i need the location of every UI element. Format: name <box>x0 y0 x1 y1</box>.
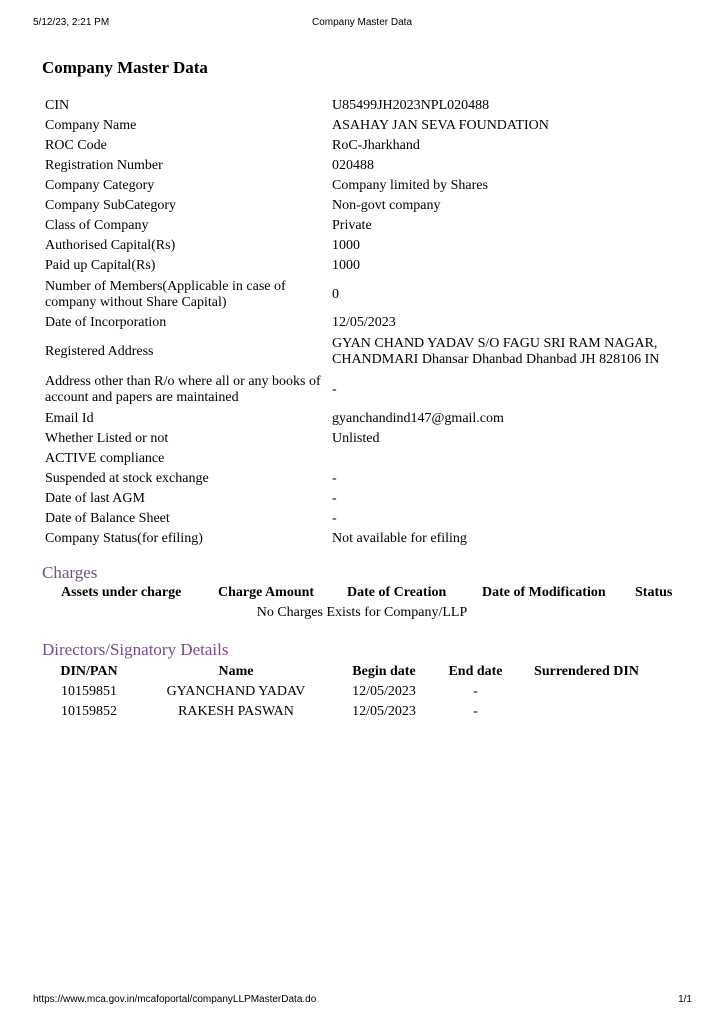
charges-section-title: Charges <box>42 563 98 582</box>
row-roc-code <box>45 136 695 156</box>
end-date-cell: - <box>473 704 478 719</box>
field-label: Number of Members(Applicable in case of company without Share Capital) <box>45 278 286 310</box>
row-email-id <box>45 409 695 429</box>
field-label: ROC Code <box>45 138 107 153</box>
charges-col-modification: Date of Modification <box>482 585 606 600</box>
din-cell: 10159851 <box>61 684 117 699</box>
field-value: Non-govt company <box>332 198 441 213</box>
row-last-agm <box>45 489 695 509</box>
field-value: - <box>332 381 337 397</box>
field-value: - <box>332 471 337 486</box>
row-balance-sheet <box>45 509 695 529</box>
print-url: https://www.mca.gov.in/mcafoportal/companyLLPMasterData.do <box>33 994 317 1005</box>
begin-date-cell: 12/05/2023 <box>352 704 416 719</box>
field-label: Email Id <box>45 411 94 426</box>
field-label: Company SubCategory <box>45 198 177 213</box>
field-value: - <box>332 491 337 506</box>
col-surrendered-din: Surrendered DIN <box>534 664 639 679</box>
row-company-name <box>45 116 695 136</box>
row-company-category <box>45 176 695 196</box>
directors-header-row <box>42 662 654 682</box>
charges-col-status: Status <box>635 585 673 600</box>
field-label: Paid up Capital(Rs) <box>45 258 156 273</box>
field-label: Whether Listed or not <box>45 431 169 446</box>
name-cell: RAKESH PASWAN <box>178 704 294 719</box>
field-value: Company limited by Shares <box>332 178 488 193</box>
field-value: - <box>332 511 337 526</box>
row-class-of-company <box>45 216 695 236</box>
row-listed-status <box>45 429 695 449</box>
master-data-table <box>45 96 695 549</box>
field-value: 12/05/2023 <box>332 315 396 330</box>
row-paid-up-capital <box>45 256 695 276</box>
field-value: RoC-Jharkhand <box>332 138 420 153</box>
field-label: Authorised Capital(Rs) <box>45 238 176 253</box>
field-label: Suspended at stock exchange <box>45 471 209 486</box>
field-value: Not available for efiling <box>332 531 467 546</box>
field-label: Company Name <box>45 118 137 133</box>
field-label: Company Category <box>45 178 155 193</box>
field-label: Date of Balance Sheet <box>45 511 170 526</box>
field-label: ACTIVE compliance <box>45 451 165 466</box>
field-label: Registered Address <box>45 343 154 359</box>
field-value: ASAHAY JAN SEVA FOUNDATION <box>332 118 549 133</box>
charges-col-assets: Assets under charge <box>61 585 182 600</box>
field-label: Date of last AGM <box>45 491 145 506</box>
col-end-date: End date <box>448 664 503 679</box>
page-title: Company Master Data <box>42 58 208 77</box>
row-authorised-capital <box>45 236 695 256</box>
col-begin-date: Begin date <box>352 664 416 679</box>
col-din-pan: DIN/PAN <box>60 664 118 679</box>
field-label: Company Status(for efiling) <box>45 531 203 546</box>
row-registered-address <box>45 333 695 370</box>
row-company-status <box>45 529 695 549</box>
field-value: gyanchandind147@gmail.com <box>332 411 504 426</box>
field-label: Registration Number <box>45 158 163 173</box>
field-value: 1000 <box>332 238 360 253</box>
name-cell: GYANCHAND YADAV <box>166 684 306 699</box>
field-value: 0 <box>332 286 339 302</box>
end-date-cell: - <box>473 684 478 699</box>
directors-section-title: Directors/Signatory Details <box>42 640 229 659</box>
print-date: 5/12/23, 2:21 PM <box>33 17 110 28</box>
field-value: 020488 <box>332 158 374 173</box>
field-value: 1000 <box>332 258 360 273</box>
din-cell: 10159852 <box>61 704 117 719</box>
row-company-subcategory <box>45 196 695 216</box>
field-value: Unlisted <box>332 431 380 446</box>
row-cin <box>45 96 695 116</box>
page-number: 1/1 <box>678 994 692 1005</box>
col-name: Name <box>218 664 254 679</box>
directors-table <box>42 662 654 722</box>
row-registration-number <box>45 156 695 176</box>
row-number-of-members <box>45 276 695 313</box>
field-label: CIN <box>45 98 70 113</box>
field-value: Private <box>332 218 372 233</box>
charges-empty-message: No Charges Exists for Company/LLP <box>256 605 468 620</box>
begin-date-cell: 12/05/2023 <box>352 684 416 699</box>
row-date-of-incorporation <box>45 313 695 333</box>
table-row <box>42 702 654 722</box>
print-title: Company Master Data <box>311 17 413 28</box>
field-value: GYAN CHAND YADAV S/O FAGU SRI RAM NAGAR, CHANDMARI Dhansar Dhanbad Dhanbad JH 828106 IN <box>332 335 660 367</box>
row-suspended <box>45 469 695 489</box>
field-label: Date of Incorporation <box>45 315 167 330</box>
charges-col-amount: Charge Amount <box>218 585 315 600</box>
field-value: U85499JH2023NPL020488 <box>332 98 490 113</box>
charges-col-creation: Date of Creation <box>347 585 447 600</box>
table-row <box>42 682 654 702</box>
field-label: Class of Company <box>45 218 149 233</box>
field-label: Address other than R/o where all or any books of account and papers are maintained <box>45 373 321 405</box>
row-books-address <box>45 370 695 409</box>
row-active-compliance <box>45 449 695 469</box>
